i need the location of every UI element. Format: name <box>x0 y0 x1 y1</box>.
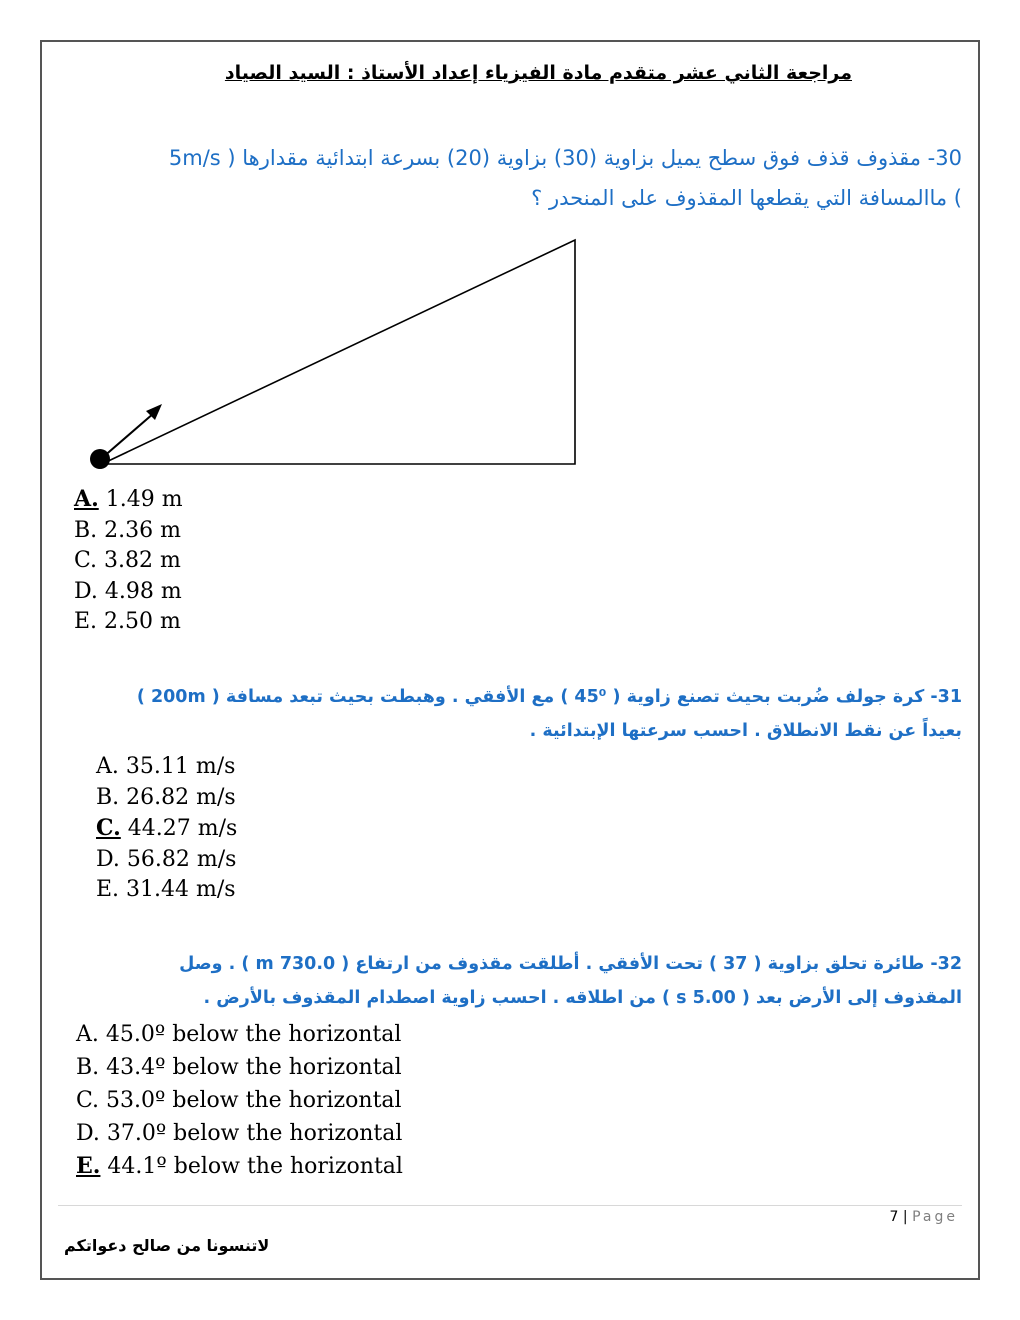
option-e-value: 44.1º below the horizontal <box>100 1154 403 1179</box>
option-b-value: 43.4º below the horizontal <box>99 1055 402 1080</box>
option-c-value: 3.82 m <box>97 548 181 573</box>
footer-dua: لاتنسونا من صالح دعواتكم <box>64 1236 270 1255</box>
option-b-letter: B. <box>74 517 98 543</box>
option-d-letter: D. <box>76 1121 100 1146</box>
page-number <box>890 1209 958 1225</box>
option-e[interactable] <box>96 875 237 906</box>
option-b[interactable] <box>76 1051 403 1084</box>
question-31 <box>62 680 962 748</box>
option-c-letter: C. <box>74 548 98 573</box>
question-30-line-2: ) ماالمسافة التي يقطعها المقذوف على المنحدر ؟ <box>531 186 962 210</box>
option-e-letter: E. <box>96 877 120 902</box>
option-c[interactable] <box>76 1084 403 1117</box>
option-c[interactable] <box>74 546 183 577</box>
option-e[interactable] <box>76 1150 403 1183</box>
option-b-value: 2.36 m <box>97 517 182 543</box>
option-a-value: 35.11 m/s <box>118 754 236 779</box>
question-31-line-2: بعيداً عن نقط الانطلاق . احسب سرعتها الإبتدائية . <box>529 721 962 741</box>
page-word: Page <box>912 1209 958 1225</box>
incline-triangle <box>102 240 575 464</box>
option-c-letter: C. <box>76 1088 100 1113</box>
option-a[interactable] <box>96 752 237 783</box>
option-b[interactable] <box>96 783 237 814</box>
option-d[interactable] <box>96 845 237 876</box>
page-header-title: مراجعة الثاني عشر متقدم مادة الفيزياء إعداد الأستاذ : السيد الصياد <box>224 62 852 84</box>
question-32-line-2: المقذوف إلى الأرض بعد ( 5.00 s ) من اطلاقه . احسب زاوية اصطدام المقذوف بالأرض . <box>203 988 962 1008</box>
option-e[interactable] <box>74 607 183 638</box>
question-32-options <box>76 1018 403 1183</box>
option-e-letter: E. <box>74 609 98 634</box>
page-number-separator: | <box>902 1209 908 1225</box>
option-d-value: 4.98 m <box>97 578 182 604</box>
option-e-value: 2.50 m <box>97 609 181 634</box>
option-c-letter: C. <box>96 815 121 841</box>
question-30 <box>62 138 962 218</box>
option-d[interactable] <box>76 1117 403 1150</box>
option-c[interactable] <box>96 813 237 845</box>
question-32-line-1: 32- طائرة تحلق بزاوية ( 37 ) تحت الأفقي . أطلقت مقذوف من ارتفاع ( 730.0 m ) . وصل <box>179 954 962 974</box>
question-31-line-1: 31- كرة جولف ضُربت بحيث تصنع زاوية ( 45⁰ ) مع الأفقي . وهبطت بحيث تبعد مسافة ( 200m ) <box>136 687 962 707</box>
projectile-ball <box>90 449 110 469</box>
option-a[interactable] <box>76 1018 403 1051</box>
option-d-value: 56.82 m/s <box>119 846 237 872</box>
incline-diagram <box>80 230 590 480</box>
footer-divider <box>58 1205 962 1206</box>
option-a-letter: A. <box>76 1022 99 1047</box>
option-c-value: 53.0º below the horizontal <box>99 1088 402 1113</box>
question-31-options <box>96 752 237 906</box>
question-30-line-1: 30- مقذوف قذف فوق سطح يميل بزاوية (30) بزاوية (20) بسرعة ابتدائية مقدارها ( 5m/s <box>168 146 962 170</box>
option-d[interactable] <box>74 577 183 608</box>
option-a-letter: A. <box>74 486 99 512</box>
option-d-letter: D. <box>96 846 120 872</box>
option-b-letter: B. <box>76 1055 100 1080</box>
option-a[interactable] <box>74 484 183 516</box>
option-a-letter: A. <box>96 754 119 779</box>
option-a-value: 45.0º below the horizontal <box>98 1022 402 1047</box>
option-b-value: 26.82 m/s <box>119 784 236 810</box>
option-d-value: 37.0º below the horizontal <box>99 1121 403 1146</box>
option-e-letter: E. <box>76 1153 101 1179</box>
question-30-options <box>74 484 183 638</box>
question-32 <box>62 947 962 1015</box>
page-number-value: 7 <box>889 1209 899 1225</box>
option-b-letter: B. <box>96 784 120 810</box>
option-d-letter: D. <box>74 578 98 604</box>
option-c-value: 44.27 m/s <box>120 816 238 841</box>
option-a-value: 1.49 m <box>98 487 183 512</box>
option-e-value: 31.44 m/s <box>119 877 236 902</box>
option-b[interactable] <box>74 516 183 547</box>
